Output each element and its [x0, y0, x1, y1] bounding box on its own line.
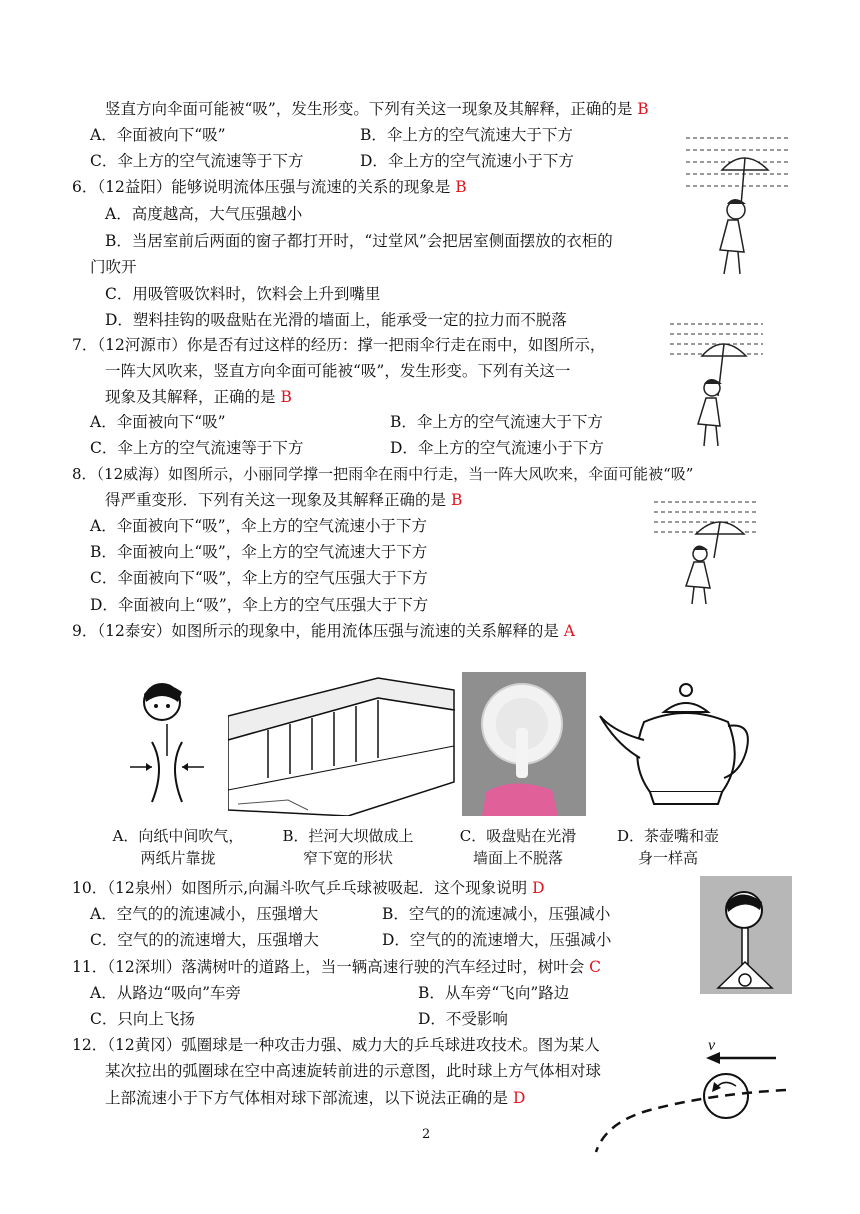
- q6-option-a: A．高度越高，大气压强越小: [105, 205, 303, 223]
- figure-caption-b: B．拦河大坝做成上 窄下宽的形状: [282, 827, 414, 867]
- q6-option-b-cont: 门吹开: [90, 258, 137, 276]
- answer-mark: B: [450, 491, 463, 509]
- teapot-figure: [594, 682, 754, 812]
- spinning-ball-figure: [590, 1030, 790, 1154]
- q10-option-b: B．空气的的流速减小，压强减小: [382, 905, 611, 923]
- q10-stem: 10．（12泉州）如图所示,向漏斗吹气乒乓球被吸起．这个现象说明 D: [72, 879, 545, 897]
- q6-option-c: C．用吸管吸饮料时，饮料会上升到嘴里: [105, 285, 381, 303]
- funnel-ball-figure: [700, 876, 792, 994]
- q11-option-a: A．从路边“吸向”车旁: [90, 984, 242, 1002]
- q5-option-a: A．伞面被向下“吸”: [90, 126, 226, 144]
- q10-option-d: D．空气的的流速增大，压强减小: [382, 931, 612, 949]
- umbrella-girl-figure: [652, 494, 762, 606]
- q6-option-b: B．当居室前后两面的窗子都打开时，“过堂风”会把居室侧面摆放的衣柜的: [105, 232, 613, 250]
- q5-stem-line: 竖直方向伞面可能被“吸”，发生形变。下列有关这一现象及其解释，正确的是 B: [105, 100, 649, 118]
- umbrella-girl-figure: [684, 128, 794, 278]
- answer-mark: B: [637, 100, 649, 118]
- blowing-paper-figure: [122, 672, 212, 814]
- q5-option-d: D．伞上方的空气流速小于下方: [360, 152, 574, 170]
- q7-option-a: A．伞面被向下“吸”: [90, 413, 226, 431]
- q7-stem-1: 7．（12河源市）你是否有过这样的经历：撑一把雨伞行走在雨中，如图所示，: [72, 336, 606, 354]
- q5-option-b: B．伞上方的空气流速大于下方: [360, 126, 573, 144]
- q11-option-d: D．不受影响: [418, 1010, 508, 1028]
- q11-stem: 11．（12深圳）落满树叶的道路上，当一辆高速行驶的汽车经过时，树叶会 C: [72, 958, 602, 976]
- q7-option-c: C．伞上方的空气流速等于下方: [90, 439, 304, 457]
- q8-option-d: D．伞面被向上“吸”，伞上方的空气压强大于下方: [90, 596, 429, 614]
- velocity-label: v: [708, 1037, 716, 1054]
- answer-mark: D: [512, 1089, 526, 1107]
- q8-stem-1: 8．（12威海）如图所示，小丽同学撑一把雨伞在雨中行走，当一阵大风吹来，伞面可能被“吸”: [72, 465, 694, 483]
- q10-option-a: A．空气的的流速减小，压强增大: [90, 905, 319, 923]
- q7-option-b: B．伞上方的空气流速大于下方: [390, 413, 603, 431]
- q8-stem-2: 得严重变形．下列有关这一现象及其解释正确的是 B: [105, 491, 463, 509]
- q6-stem: 6．（12益阳）能够说明流体压强与流速的关系的现象是 B: [72, 178, 467, 196]
- q7-stem-2: 一阵大风吹来，竖直方向伞面可能被“吸”，发生形变。下列有关这一: [105, 362, 571, 380]
- suction-cup-photo: [462, 672, 586, 816]
- q10-option-c: C．空气的的流速增大，压强增大: [90, 931, 319, 949]
- figure-caption-a: A．向纸中间吹气， 两纸片靠拢: [112, 827, 244, 867]
- figure-caption-c: C．吸盘贴在光滑 墙面上不脱落: [459, 827, 577, 867]
- q11-option-b: B．从车旁“飞向”路边: [418, 984, 570, 1002]
- q12-stem-3: 上部流速小于下方气体相对球下部流速，以下说法正确的是 D: [105, 1089, 526, 1107]
- page-number: 2: [422, 1127, 431, 1142]
- q12-stem-1: 12．（12黄冈）弧圈球是一种攻击力强、威力大的乒乓球进攻技术。图为某人: [72, 1036, 600, 1054]
- figure-caption-d: D．茶壶嘴和壶 身一样高: [616, 827, 720, 867]
- q9-stem: 9．（12泰安）如图所示的现象中，能用流体压强与流速的关系解释的是 A: [72, 622, 575, 640]
- answer-mark: D: [532, 879, 545, 897]
- answer-mark: A: [563, 622, 575, 640]
- answer-mark: B: [455, 178, 467, 196]
- q8-option-c: C．伞面被向下“吸”，伞上方的空气压强大于下方: [90, 569, 428, 587]
- q7-stem-3: 现象及其解释，正确的是 B: [105, 388, 292, 406]
- answer-mark: C: [589, 958, 602, 976]
- q12-stem-2: 某次拉出的弧圈球在空中高速旋转前进的示意图，此时球上方气体相对球: [105, 1062, 602, 1080]
- q6-option-d: D．塑料挂钩的吸盘贴在光滑的墙面上，能承受一定的拉力而不脱落: [105, 311, 567, 329]
- q5-option-c: C．伞上方的空气流速等于下方: [90, 152, 304, 170]
- q7-option-d: D．伞上方的空气流速小于下方: [390, 439, 604, 457]
- dam-figure: [228, 670, 456, 816]
- q8-option-b: B．伞面被向上“吸”，伞上方的空气流速大于下方: [90, 543, 428, 561]
- q8-option-a: A．伞面被向下“吸”，伞上方的空气流速小于下方: [90, 517, 428, 535]
- answer-mark: B: [280, 388, 292, 406]
- q11-option-c: C．只向上飞扬: [90, 1010, 195, 1028]
- umbrella-girl-figure: [668, 316, 768, 451]
